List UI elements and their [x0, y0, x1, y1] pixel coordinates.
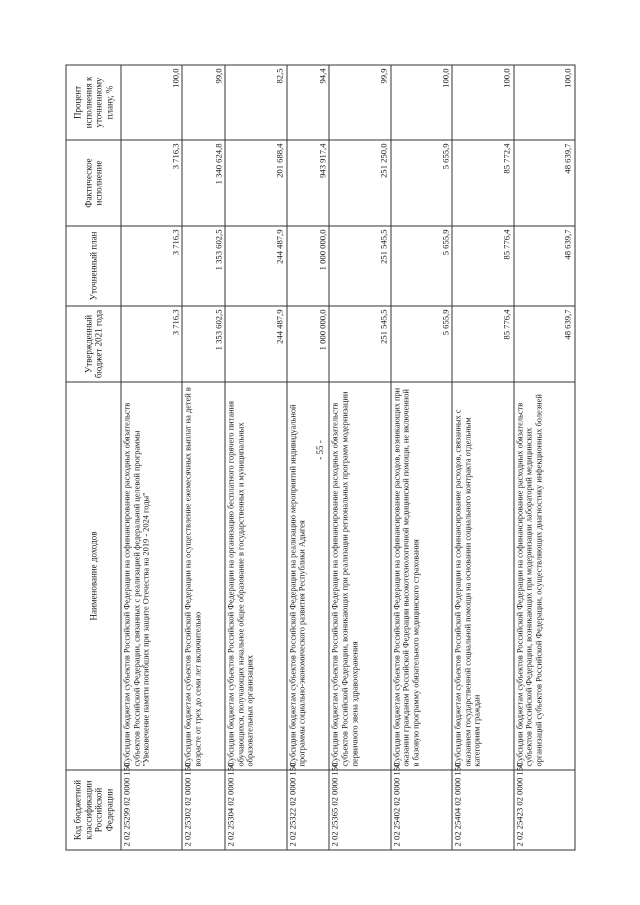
cell-revised: 1 000 000,0: [286, 226, 329, 306]
cell-revised: 48 639,7: [513, 226, 574, 306]
page-number: - 55 -: [315, 440, 325, 460]
cell-percent: 94,4: [286, 65, 329, 140]
cell-revised: 1 353 602,5: [182, 226, 225, 306]
cell-actual: 1 340 624,8: [182, 140, 225, 226]
cell-code: 2 02 25299 02 0000 150: [121, 770, 182, 850]
cell-actual: 5 655,9: [390, 140, 451, 226]
cell-name: Субсидии бюджетам субъектов Российской Федерации на реализацию мероприятий индивидуальной программы социально-экономического развития Республики Адыгея: [286, 382, 329, 770]
cell-approved: 48 639,7: [513, 306, 574, 382]
cell-revised: 85 776,4: [452, 226, 513, 306]
cell-name: Субсидии бюджетам субъектов Российской Федерации на организацию бесплатного горячего питания обучающихся, получающих начальное общее образование в государственных и муниципальных образовательных организациях: [225, 382, 286, 770]
cell-approved: 244 487,9: [225, 306, 286, 382]
table-row: [121, 65, 182, 850]
cell-name: Субсидии бюджетам субъектов Российской Федерации на софинансирование расходов, возникающих при оказании гражданам Российской Федерации высокотехнологичной медицинской помощи, не включенной в базовую программу обязательного медицинского страхования: [390, 382, 451, 770]
cell-revised: 3 716,3: [121, 226, 182, 306]
cell-approved: 1 000 000,0: [286, 306, 329, 382]
cell-percent: 99,0: [182, 65, 225, 140]
cell-approved: 1 353 602,5: [182, 306, 225, 382]
cell-name: Субсидии бюджетам субъектов Российской Федерации на софинансирование расходных обязательств субъектов Российской Федерации, возникающих при реализации региональных программ модернизации первичного звена здравоохранения: [329, 382, 390, 770]
rotated-table-frame: [65, 65, 575, 850]
cell-name: Субсидии бюджетам субъектов Российской Федерации на софинансирование расходов, связанных с оказанием государственной социальной помощи на основании социального контракта отдельным категориям граждан: [452, 382, 513, 770]
cell-actual: 943 917,4: [286, 140, 329, 226]
cell-percent: 100,0: [513, 65, 574, 140]
table-container: [65, 65, 575, 850]
header-revised: Уточненный план: [66, 226, 121, 306]
cell-percent: 82,5: [225, 65, 286, 140]
table-row: [225, 65, 286, 850]
cell-approved: 85 776,4: [452, 306, 513, 382]
table-row: [329, 65, 390, 850]
cell-actual: 48 639,7: [513, 140, 574, 226]
header-percent: Процент исполнения к уточненному плану, %: [66, 65, 121, 140]
cell-name: Субсидии бюджетам субъектов Российской Федерации на софинансирование расходных обязательств субъектов Российской Федерации, возникающих при модернизации лабораторий медицинских организаций субъектов Российской Федерации, осуществляющих диагностику инфекционных болезней: [513, 382, 574, 770]
cell-percent: 100,0: [121, 65, 182, 140]
table-row: [390, 65, 451, 850]
table-header-row: [66, 65, 121, 850]
table-row: [286, 65, 329, 850]
table-row: [452, 65, 513, 850]
header-approved: Утвержденный бюджет 2021 года: [66, 306, 121, 382]
table-body: [121, 65, 575, 850]
cell-approved: 5 655,9: [390, 306, 451, 382]
cell-revised: 251 545,5: [329, 226, 390, 306]
cell-approved: 251 545,5: [329, 306, 390, 382]
cell-code: 2 02 25423 02 0000 150: [513, 770, 574, 850]
header-actual: Фактическое исполнение: [66, 140, 121, 226]
cell-revised: 5 655,9: [390, 226, 451, 306]
cell-percent: 99,9: [329, 65, 390, 140]
cell-code: 2 02 25302 02 0000 150: [182, 770, 225, 850]
cell-actual: 3 716,3: [121, 140, 182, 226]
cell-revised: 244 487,9: [225, 226, 286, 306]
cell-percent: 100,0: [452, 65, 513, 140]
cell-actual: 85 772,4: [452, 140, 513, 226]
header-name: Наименование доходов: [66, 382, 121, 770]
cell-code: 2 02 25402 02 0000 150: [390, 770, 451, 850]
cell-code: 2 02 25404 02 0000 150: [452, 770, 513, 850]
cell-approved: 3 716,3: [121, 306, 182, 382]
cell-code: 2 02 25304 02 0000 150: [225, 770, 286, 850]
revenue-table: [65, 64, 575, 850]
cell-percent: 100,0: [390, 65, 451, 140]
table-row: [513, 65, 574, 850]
table-row: [182, 65, 225, 850]
cell-actual: 201 688,4: [225, 140, 286, 226]
header-code: Код бюджетной классификации Российской Федерации: [66, 770, 121, 850]
cell-name: Субсидии бюджетам субъектов Российской Федерации на софинансирование расходных обязательств субъектов Российской Федерации, связанных с реализацией федеральной целевой программы "Увековечение памяти погибших при защите Отечества на 2019 - 2024 годы": [121, 382, 182, 770]
cell-code: 2 02 25322 02 0000 150: [286, 770, 329, 850]
cell-actual: 251 250,0: [329, 140, 390, 226]
cell-code: 2 02 25365 02 0000 150: [329, 770, 390, 850]
cell-name: Субсидии бюджетам субъектов Российской Федерации на осуществление ежемесячных выплат на детей в возрасте от трех до семи лет включительно: [182, 382, 225, 770]
